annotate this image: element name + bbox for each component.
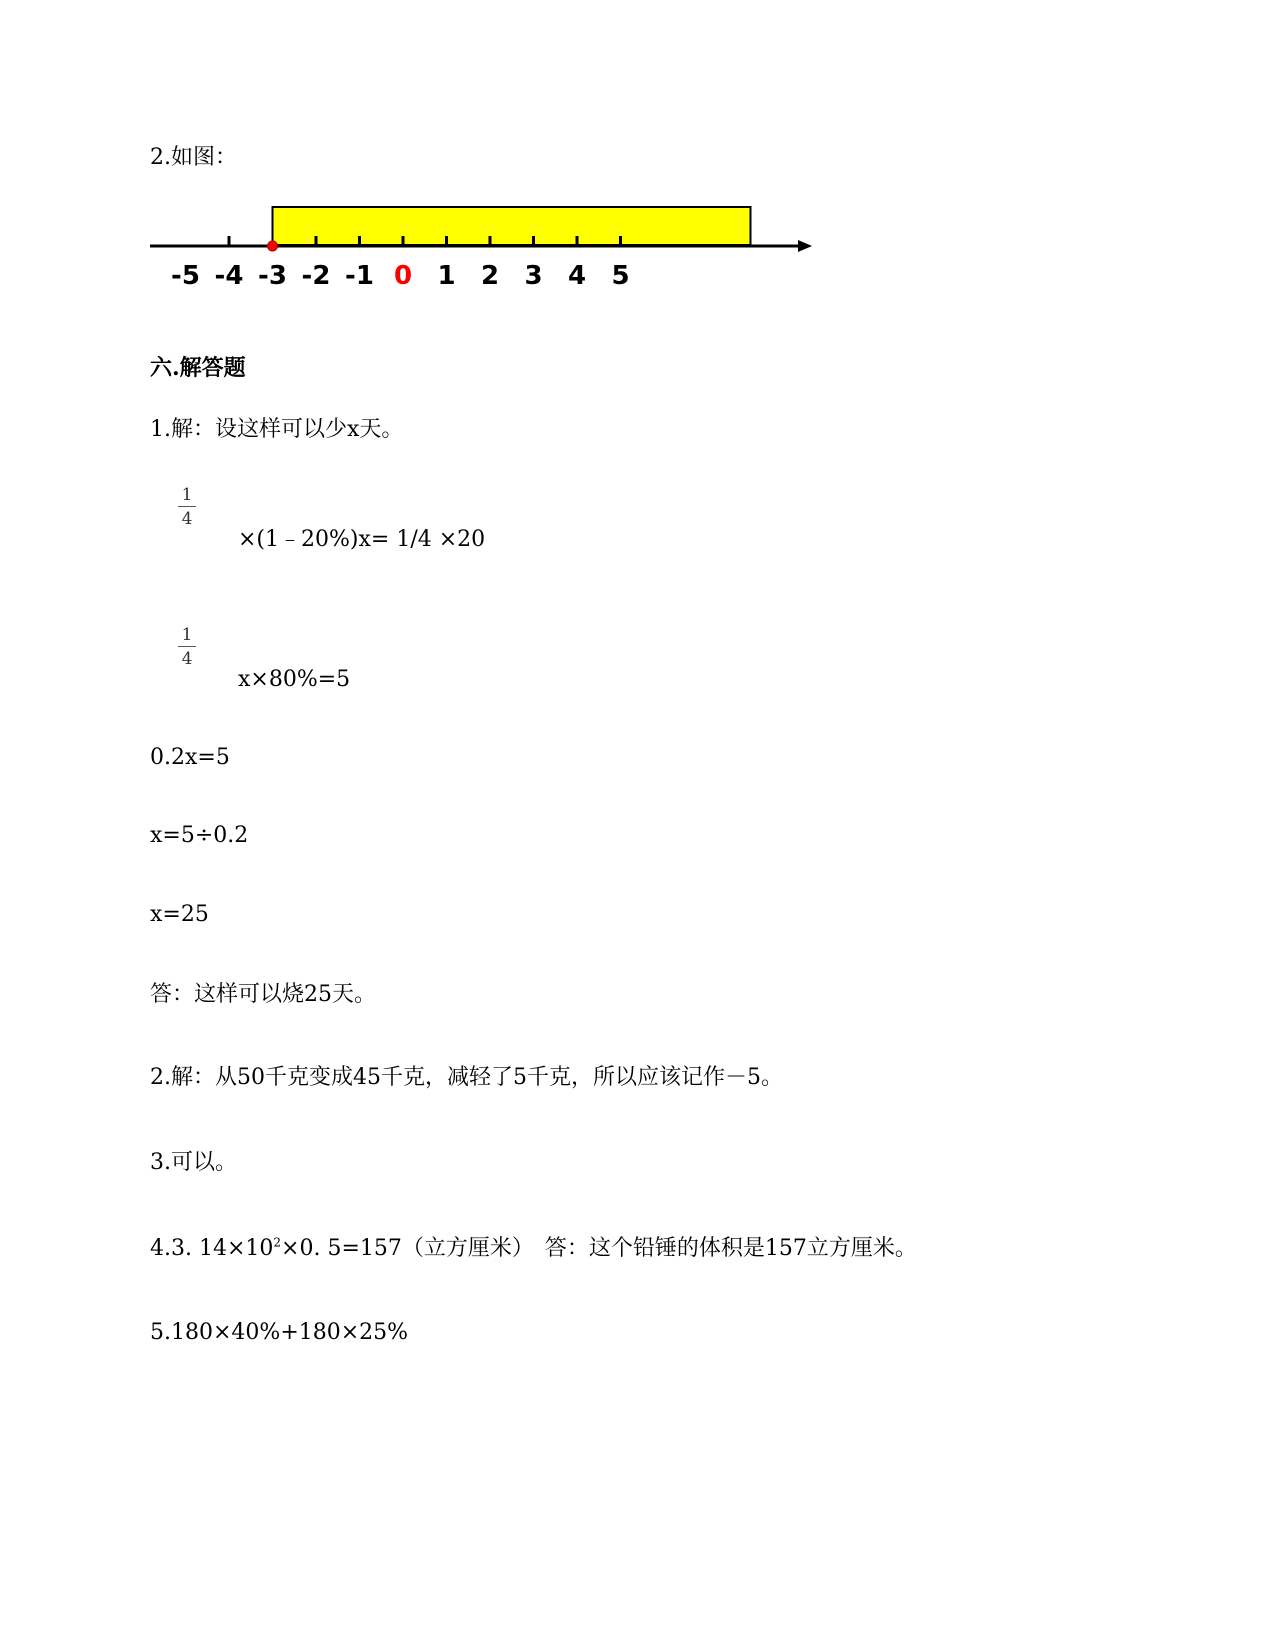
equation-3: 0.2x=5: [150, 745, 230, 770]
answer-1-conclusion: 答：这样可以烧25天。: [150, 982, 376, 1007]
tick-labels: [171, 261, 629, 291]
tick-label: -2: [301, 261, 331, 291]
fraction-bar: [178, 506, 196, 507]
fraction-numerator: 1: [181, 485, 193, 505]
question-2-label: 2.如图：: [150, 145, 237, 170]
equation-1: ×(1﹣20%)x= 1/4 ×20: [238, 527, 486, 552]
answer-4-exponent: 2: [273, 1235, 282, 1250]
fraction-numerator: 1: [181, 625, 193, 645]
section-heading: 六.解答题: [150, 355, 246, 381]
start-point: [268, 241, 278, 251]
tick-label: -1: [345, 261, 374, 291]
tick-label: -4: [214, 261, 244, 291]
tick-label: -3: [258, 261, 287, 291]
fraction-denominator: 4: [181, 509, 193, 529]
answer-3: 3.可以。: [150, 1150, 237, 1175]
arrow-head-icon: [798, 240, 812, 252]
tick-label: 1: [437, 261, 456, 291]
answer-4-part-b: ×0. 5=157（立方厘米） 答：这个铅锤的体积是157立方厘米。: [281, 1236, 917, 1261]
tick-label: 0: [393, 261, 413, 291]
answer-4-part-a: 4.3. 14×10: [150, 1236, 274, 1261]
equation-5: x=25: [150, 902, 209, 927]
equation-4: x=5÷0.2: [150, 823, 249, 848]
equation-2: x×80%=5: [238, 667, 351, 692]
answer-2: 2.解：从50千克变成45千克，减轻了5千克，所以应该记作－5。: [150, 1065, 783, 1090]
fraction-bar: [178, 646, 196, 647]
tick-label: 4: [567, 261, 587, 291]
fraction-one-quarter: [176, 485, 198, 529]
answer-5: 5.180×40%+180×25%: [150, 1320, 409, 1345]
tick-label: 2: [480, 261, 500, 291]
answer-1-intro: 1.解：设这样可以少x天。: [150, 417, 404, 442]
tick-label: -5: [171, 261, 200, 291]
tick-label: 5: [611, 261, 630, 291]
highlight-region: [273, 207, 751, 245]
fraction-one-quarter-2: [176, 625, 198, 669]
tick-label: 3: [524, 261, 543, 291]
fraction-denominator: 4: [181, 649, 193, 669]
answer-4: [150, 1236, 917, 1262]
number-line-figure: [150, 198, 820, 298]
